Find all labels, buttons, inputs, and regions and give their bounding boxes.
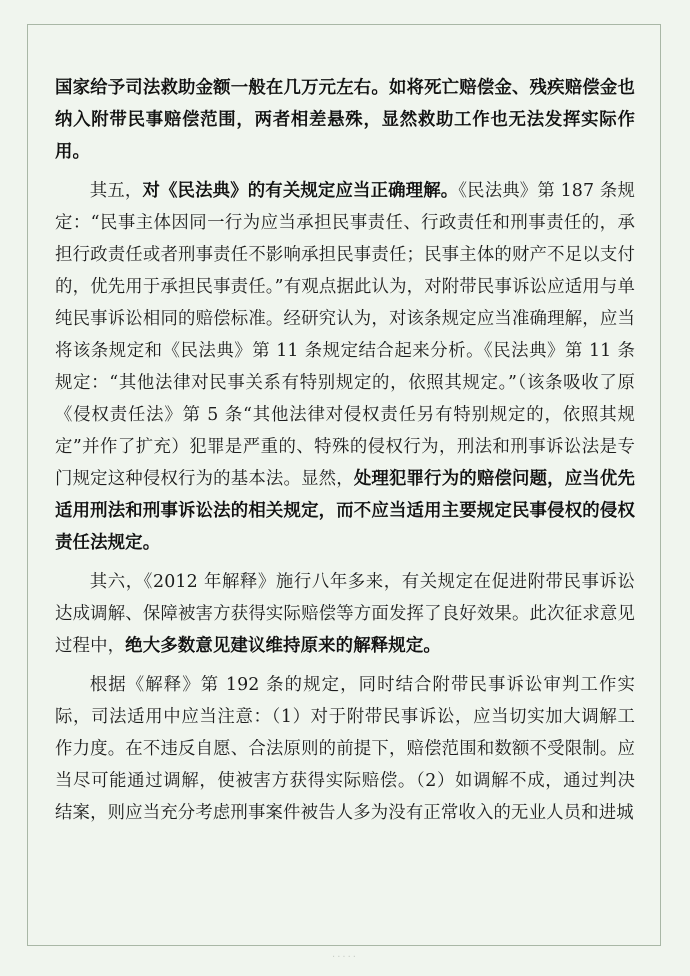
document-body bbox=[55, 72, 635, 836]
bold-text: 绝大多数意见建议维持原来的解释规定。 bbox=[125, 636, 441, 656]
paragraph-2-fifth-point bbox=[55, 175, 635, 559]
paragraph-1 bbox=[55, 72, 635, 168]
bold-text: 对《民法典》的有关规定应当正确理解。 bbox=[142, 181, 459, 201]
plain-text: 其六，《2012 年解释》施行八年多来，有关规定在促进附带民事诉讼达成调解、保障被害方获得实际赔偿等方面发挥了良好效果。此次征求意见过程中， bbox=[55, 572, 635, 656]
paragraph-3-sixth-point bbox=[55, 566, 635, 662]
paragraph-4-article-192 bbox=[55, 669, 635, 829]
bold-text: 国家给予司法救助金额一般在几万元左右。如将死亡赔偿金、残疾赔偿金也纳入附带民事赔偿范围，两者相差悬殊，显然救助工作也无法发挥实际作用。 bbox=[55, 78, 635, 162]
watermark: ····· bbox=[332, 952, 358, 963]
plain-text: 根据《解释》第 192 条的规定，同时结合附带民事诉讼审判工作实际，司法适用中应当注意：（1）对于附带民事诉讼，应当切实加大调解工作力度。在不违反自愿、合法原则的前提下，赔偿范围和数额不受限制。应当尽可能通过调解，使被害方获得实际赔偿。（2）如调解不成，通过判决结案，则应当充分考虑刑事案件被告人多为没有正常收入的无业人员和进城 bbox=[55, 675, 635, 823]
plain-text: 其五， bbox=[89, 181, 143, 201]
plain-text: 《民法典》第 187 条规定：“民事主体因同一行为应当承担民事责任、行政责任和刑事责任的，承担行政责任或者刑事责任不影响承担民事责任；民事主体的财产不足以支付的，优先用于承担民事责任。”有观点据此认为，对附带民事诉讼应适用与单纯民事诉讼相同的赔偿标准。经研究认为，对该条规定应当准确理解，应当将该条规定和《民法典》第 11 条规定结合起来分析。《民法典》第 11 条规定：“其他法律对民事关系有特别规定的，依照其规定。”（该条吸收了原《侵权责任法》第 5 条“其他法律对侵权责任另有特别规定的，依照其规定”并作了扩充）犯罪是严重的、特殊的侵权行为，刑法和刑事诉讼法是专门规定这种侵权行为的基本法。显然， bbox=[55, 181, 635, 489]
bold-text: 处理犯罪行为的赔偿问题，应当优先适用刑法和刑事诉讼法的相关规定，而不应当适用主要规定民事侵权的侵权责任法规定。 bbox=[55, 469, 635, 553]
